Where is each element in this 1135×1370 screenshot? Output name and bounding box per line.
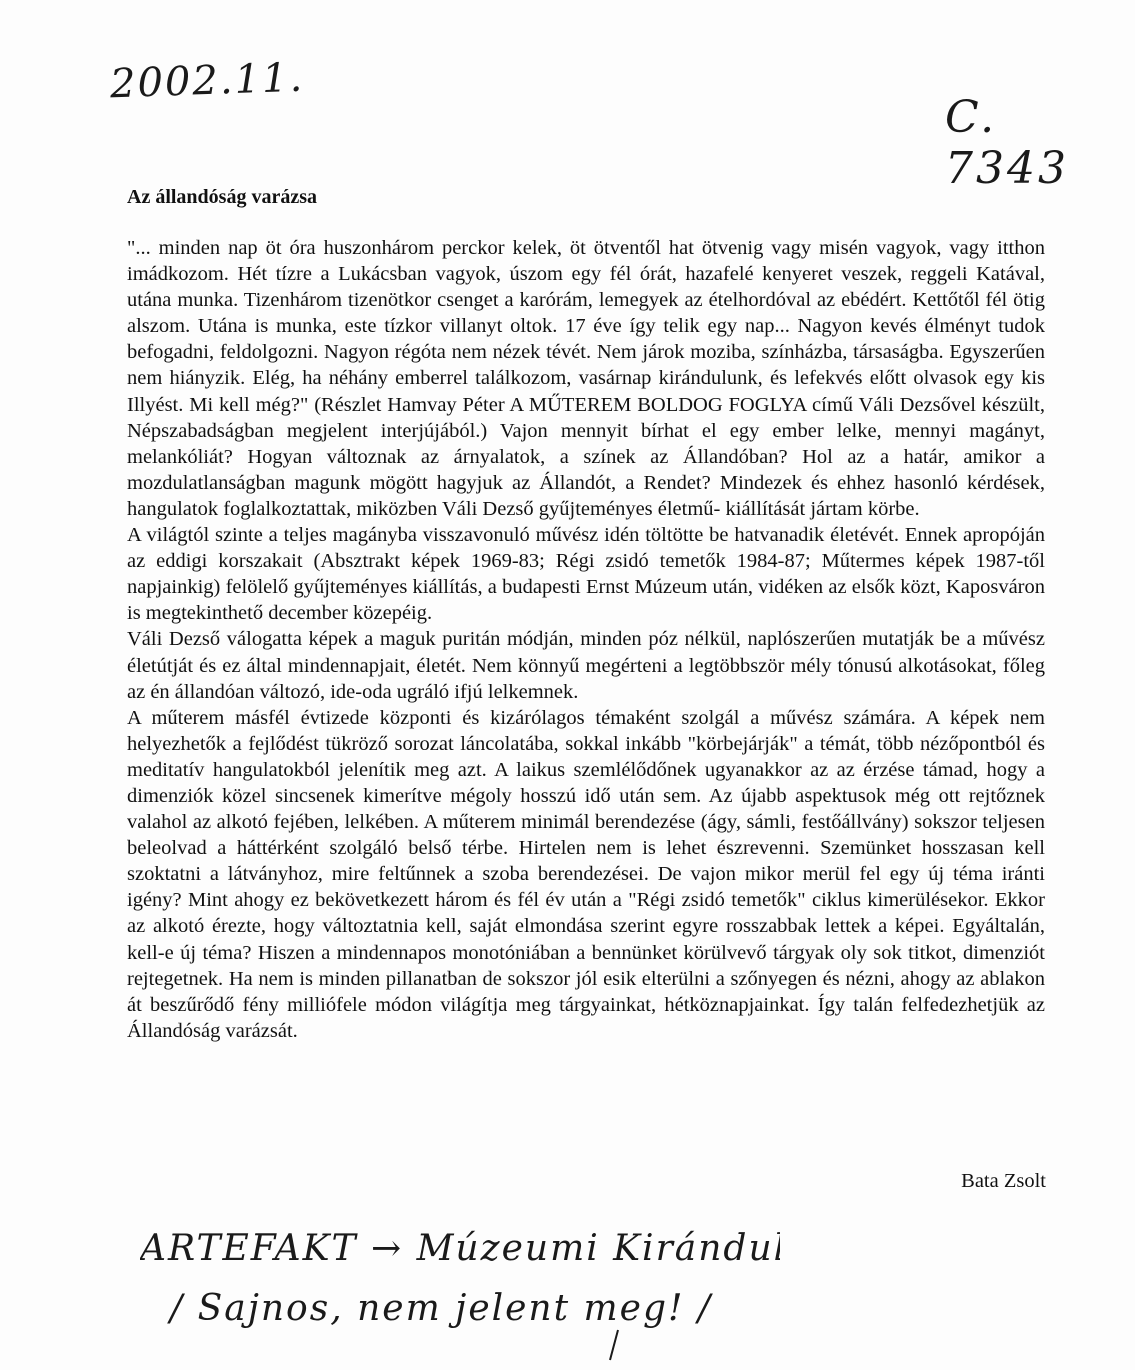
handwritten-catalog-number: C. 7343 xyxy=(945,92,1069,194)
article-body xyxy=(127,235,1045,1044)
author-signature: Bata Zsolt xyxy=(961,1170,1046,1192)
handwritten-note-drawing xyxy=(140,1212,780,1362)
handwritten-date: 2002.11. xyxy=(109,54,305,108)
article-paragraph: A műterem másfél évtizede központi és kizárólagos témaként szolgál a művész számára. A képek nem helyezhetők a fejlődést tükröző sorozat láncolatába, sokkal inkább "körbejárják" a témát, több nézőpontból és meditatív hangulatokból jelenítik meg azt. A laikus szemlélődőnek ugyanakkor az az érzése támad, hogy a dimenziók közel sincsenek kimerítve mégoly hosszú idő után sem. Az újabb aspektusok még ott rejtőznek valahol az alkotó fejében, lelkében. A műterem minimál berendezése (ágy, sámli, festőállvány) sokszor teljesen beleolvad a háttérként szolgáló belső térbe. Hirtelen nem is lehet észrevenni. Szemünket hosszasan kell szoktatni a látványhoz, mire feltűnnek a szoba berendezései. De vajon mikor merül fel egy új téma iránti igény? Mint ahogy ez bekövetkezett három és fél év után a "Régi zsidó temetők" ciklus kimerülésekor. Ekkor az alkotó érezte, hogy változtatnia kell, saját elmondása szerint egyre rosszabbak lettek a képei. Egyáltalán, kell-e új téma? Hiszen a mindennapos monotóniában a bennünket körülvevő tárgyak oly sok titkot, dimenziót rejtegetnek. Ha nem is minden pillanatban de sokszor jól esik elterülni a szőnyegen és nézni, ahogy az ablakon át beszűrődő fény milliófele módon világítja meg tárgyainkat, hétköznapjainkat. Így talán felfedezhetjük az Állandóság varázsát. xyxy=(127,706,1045,1042)
article-paragraph: "... minden nap öt óra huszonhárom perckor kelek, öt ötventől hat ötvenig vagy misén vagyok, vagy itthon imádkozom. Hét tízre a Lukácsban vagyok, úszom egy fél órát, hazafelé kenyeret veszek, reggeli Katával, utána munka. Tizenhárom tizenötkor csenget a karórám, lemegyek az ételhordóval az ebédért. Kettőtől fél ötig alszom. Utána is munka, este tízkor villanyt oltok. 17 éve így telik egy nap... Nagyon kevés élményt tudok befogadni, feldolgozni. Nagyon régóta nem nézek tévét. Nem járok moziba, színházba, társaságba. Egyszerűen nem hiányzik. Elég, ha néhány emberrel találkozom, vasárnap kirándulunk, és lefekvés előtt olvasok egy kis Illyést. Mi kell még?" (Részlet Hamvay Péter A MŰTEREM BOLDOG FOGLYA című Váli Dezsővel készült, Népszabadságban megjelent interjújából.) Vajon mennyit bírhat el egy ember lelke, mennyi magányt, melankóliát? Hogyan változnak az árnyalatok, a színek az Állandóban? Hol az a határ, amikor a mozdulatlanságban magunk mögött hagyjuk az Állandót, a Rendet? Mindezek és ehhez hasonló kérdések, hangulatok foglalkoztattak, miközben Váli Dezső gyűjteményes életmű- kiállítását jártam körbe. xyxy=(127,237,1045,520)
article-title: Az állandóság varázsa xyxy=(127,186,317,208)
handwritten-slash-stroke xyxy=(610,1330,618,1360)
handwritten-note-line2: / Sajnos, nem jelent meg! / xyxy=(170,1288,713,1329)
handwritten-note xyxy=(140,1212,780,1362)
article-paragraph: A világtól szinte a teljes magányba visszavonuló művész idén töltötte be hatvanadik életévét. Ennek apropóján az eddigi korszakait (Absztrakt képek 1969-83; Régi zsidó temetők 1984-87; Műtermes képek 1987-től napjainkig) felölelő gyűjteményes kiállítás, a budapesti Ernst Múzeum után, vidéken az elsők közt, Kaposváron is megtekinthető december közepéig. xyxy=(127,524,1045,625)
handwritten-note-line1: ARTEFAKT → Múzeumi Kirándulás xyxy=(140,1228,780,1269)
article-paragraph: Váli Dezső válogatta képek a maguk puritán módján, minden póz nélkül, naplószerűen mutatják be a művész életútját és ez által mindennapjait, életét. Nem könnyű megérteni a legtöbbször mély tónusú alkotásokat, főleg az én állandóan változó, ide-oda ugráló ifjú lelkemnek. xyxy=(127,628,1045,703)
